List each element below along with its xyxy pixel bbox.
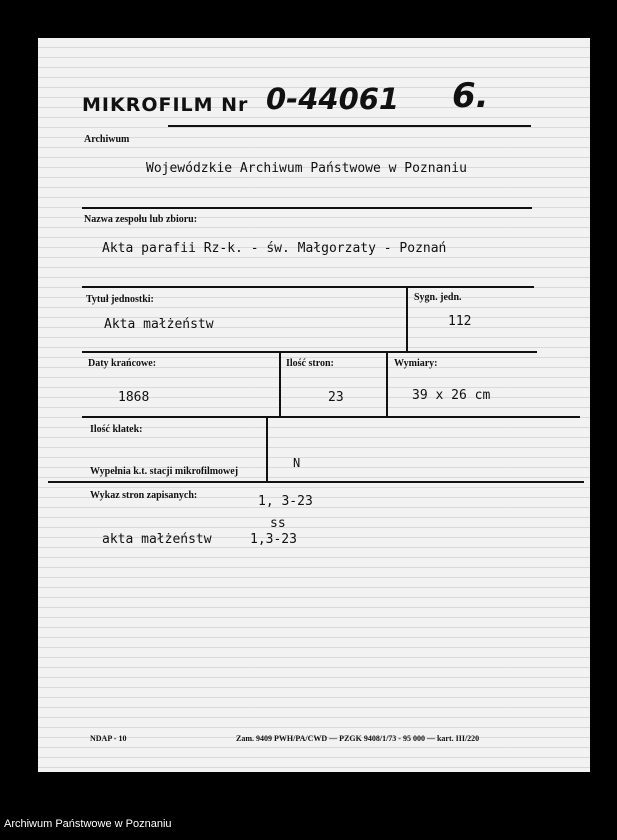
microfilm-number: 0-44061 [266,82,400,116]
collection-value: Akta parafii Rz-k. - św. Małgorzaty - Poznań [102,241,447,256]
collection-label: Nazwa zespołu lub zbioru: [84,214,198,225]
catalog-card [38,38,590,772]
archive-value: Wojewódzkie Archiwum Państwowe w Poznaniu [146,161,467,176]
dates-value: 1868 [118,390,150,405]
divider-unit [82,351,537,353]
dimensions-label: Wymiary: [394,358,438,369]
pages-list-value: 1, 3-23 [258,494,313,509]
divider-signature [406,288,408,352]
archive-label: Archiwum [84,134,130,145]
entry-value: 1,3-23 [250,532,297,547]
divider-collection [82,286,534,288]
source-credit: Archiwum Państwowe w Poznaniu [4,818,172,830]
unit-title-label: Tytuł jednostki: [86,294,154,305]
title-underline [168,125,531,127]
divider-dates [82,416,580,418]
ss-mark: ss [270,516,286,531]
print-info: Zam. 9409 PWH/PA/CWD — PZGK 9408/1/73 - 95 000 — kart. III/220 [236,734,480,743]
divider-frames [48,481,584,483]
frames-label: Ilość klatek: [90,424,143,435]
signature-label: Sygn. jedn. [414,292,462,303]
divider-pages [279,353,281,417]
divider-station [266,418,268,483]
pages-list-label: Wykaz stron zapisanych: [90,490,198,501]
pages-value: 23 [328,390,344,405]
station-mark: N [293,456,301,470]
pages-label: Ilość stron: [286,358,334,369]
divider-archive [82,207,532,209]
entry-label: akta małżeństw [102,532,212,547]
signature-value: 112 [448,314,472,329]
form-code: NDAP - 10 [90,734,127,743]
station-label: Wypełnia k.t. stacji mikrofilmowej [90,466,239,477]
unit-title-value: Akta małżeństw [104,317,214,332]
dates-label: Daty krańcowe: [88,358,157,369]
dimensions-value: 39 x 26 cm [412,388,491,403]
reel-mark: 6. [452,76,489,116]
card-title: MIKROFILM Nr [82,94,249,116]
divider-dimensions [386,353,388,417]
